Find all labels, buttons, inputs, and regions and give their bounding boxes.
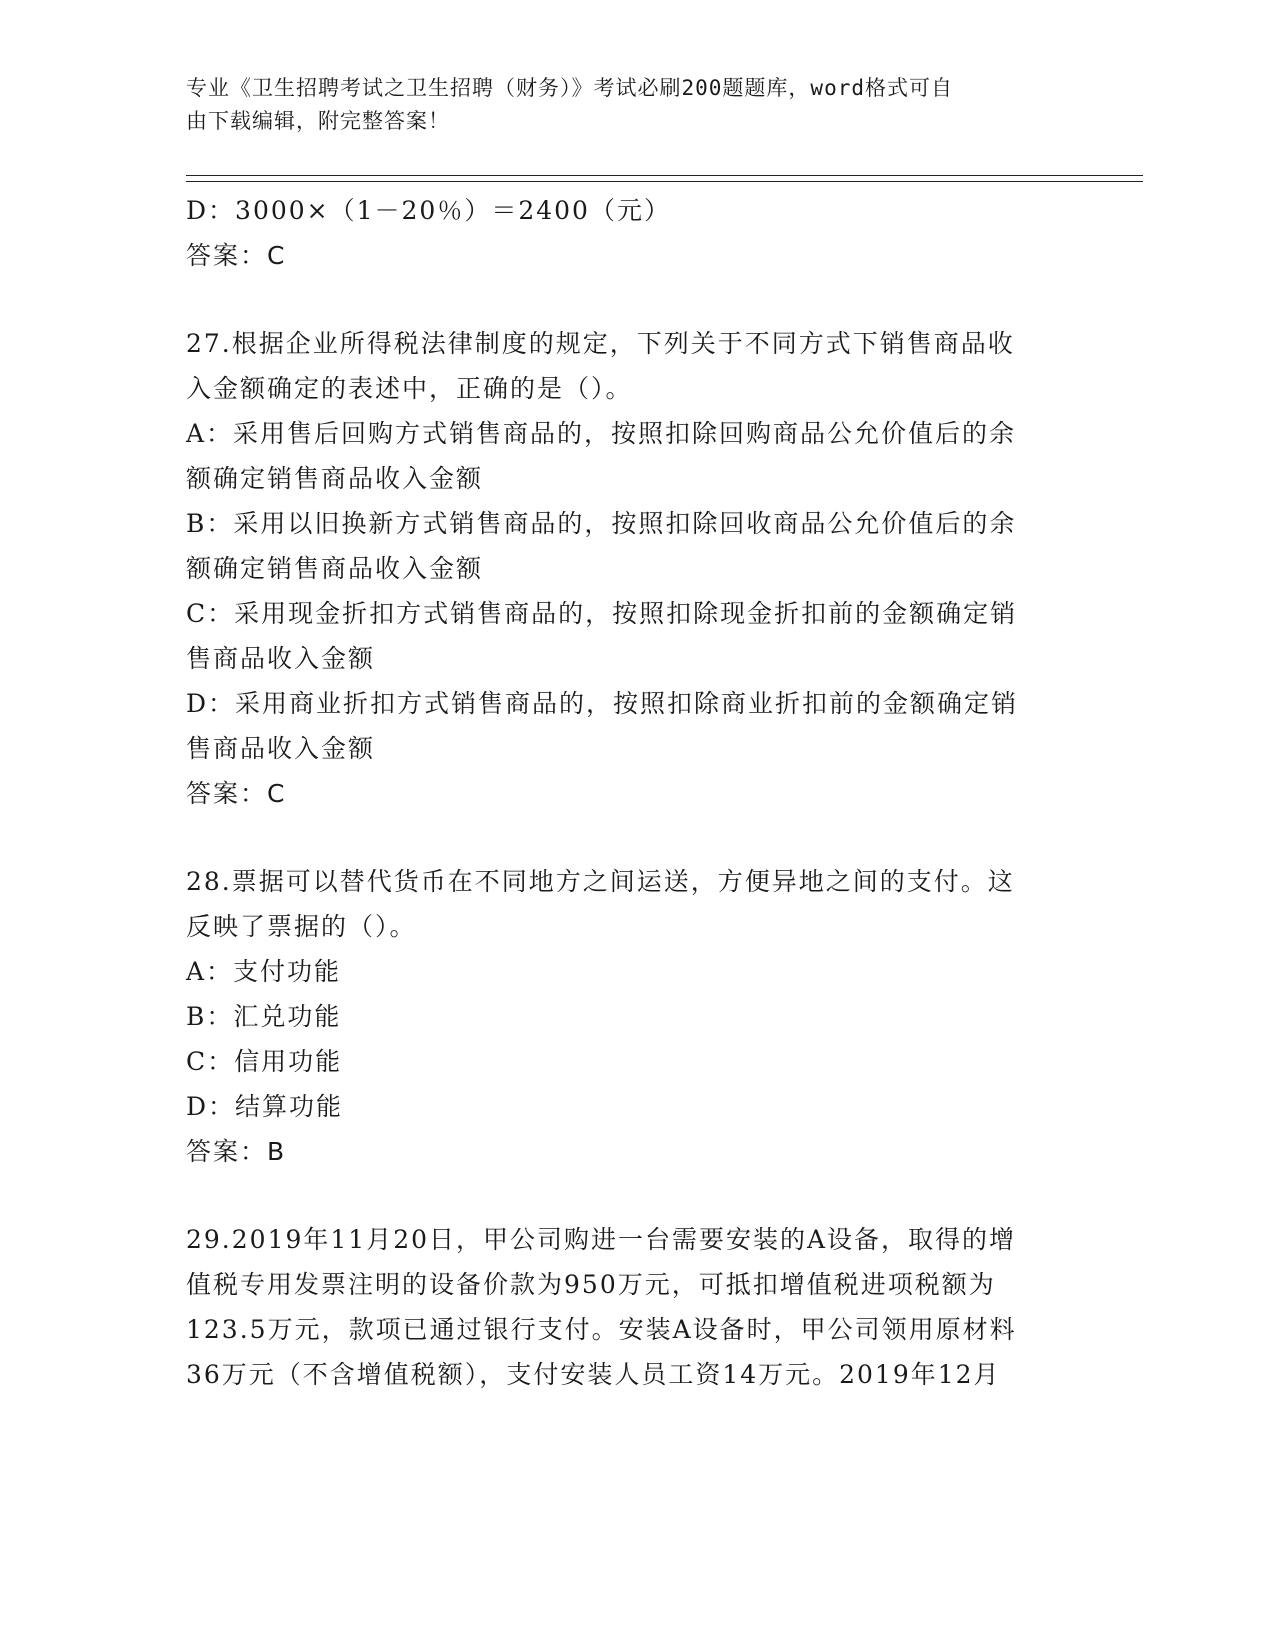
q29-stem-line-4: 36万元（不含增值税额），支付安装人员工资14万元。2019年12月 [186, 1360, 1001, 1389]
prev-option-d: D：3000×（1－20％）＝2400（元） [186, 196, 671, 225]
q28-option-a: A：支付功能 [186, 957, 342, 986]
q27-option-b-line-1: B：采用以旧换新方式销售商品的，按照扣除回收商品公允价值后的余 [186, 509, 1017, 538]
spacer [186, 278, 1076, 321]
q28-answer: 答案：B [186, 1137, 287, 1166]
document-body [186, 188, 1076, 1397]
q29-stem-line-1: 29.2019年11月20日，甲公司购进一台需要安装的A设备，取得的增 [186, 1225, 1017, 1254]
q28-option-c: C：信用功能 [186, 1047, 343, 1076]
document-header [186, 72, 1066, 138]
q27-option-c-line-1: C：采用现金折扣方式销售商品的，按照扣除现金折扣前的金额确定销 [186, 599, 1018, 628]
q27-option-a-line-2: 额确定销售商品收入金额 [186, 464, 484, 493]
q27-stem-line-1: 27.根据企业所得税法律制度的规定，下列关于不同方式下销售商品收 [186, 329, 1015, 358]
prev-answer: 答案：C [186, 241, 287, 270]
header-divider-top [186, 175, 1143, 176]
question-29 [186, 1217, 1076, 1397]
spacer [186, 1174, 1076, 1217]
q27-option-a-line-1: A：采用售后回购方式销售商品的，按照扣除回购商品公允价值后的余 [186, 419, 1017, 448]
q28-option-b: B：汇兑功能 [186, 1002, 342, 1031]
header-line-2: 由下载编辑，附完整答案！ [186, 109, 450, 133]
q28-stem-line-2: 反映了票据的（）。 [186, 912, 417, 941]
q29-stem-line-3: 123.5万元，款项已通过银行支付。安装A设备时，甲公司领用原材料 [186, 1315, 1017, 1344]
q27-stem-line-2: 入金额确定的表述中，正确的是（）。 [186, 374, 633, 403]
header-line-1: 专业《卫生招聘考试之卫生招聘（财务）》考试必刷200题题库，word格式可自 [186, 76, 953, 100]
q27-option-c-line-2: 售商品收入金额 [186, 644, 376, 673]
q27-option-d-line-2: 售商品收入金额 [186, 734, 376, 763]
spacer [186, 816, 1076, 859]
question-28 [186, 859, 1076, 1174]
q27-answer: 答案：C [186, 779, 287, 808]
header-divider-bottom [186, 181, 1143, 182]
q28-stem-line-1: 28.票据可以替代货币在不同地方之间运送，方便异地之间的支付。这 [186, 867, 1015, 896]
question-27 [186, 321, 1076, 816]
q27-option-b-line-2: 额确定销售商品收入金额 [186, 554, 484, 583]
q29-stem-line-2: 值税专用发票注明的设备价款为950万元，可抵扣增值税进项税额为 [186, 1270, 996, 1299]
q28-option-d: D：结算功能 [186, 1092, 344, 1121]
q27-option-d-line-1: D：采用商业折扣方式销售商品的，按照扣除商业折扣前的金额确定销 [186, 689, 1019, 718]
